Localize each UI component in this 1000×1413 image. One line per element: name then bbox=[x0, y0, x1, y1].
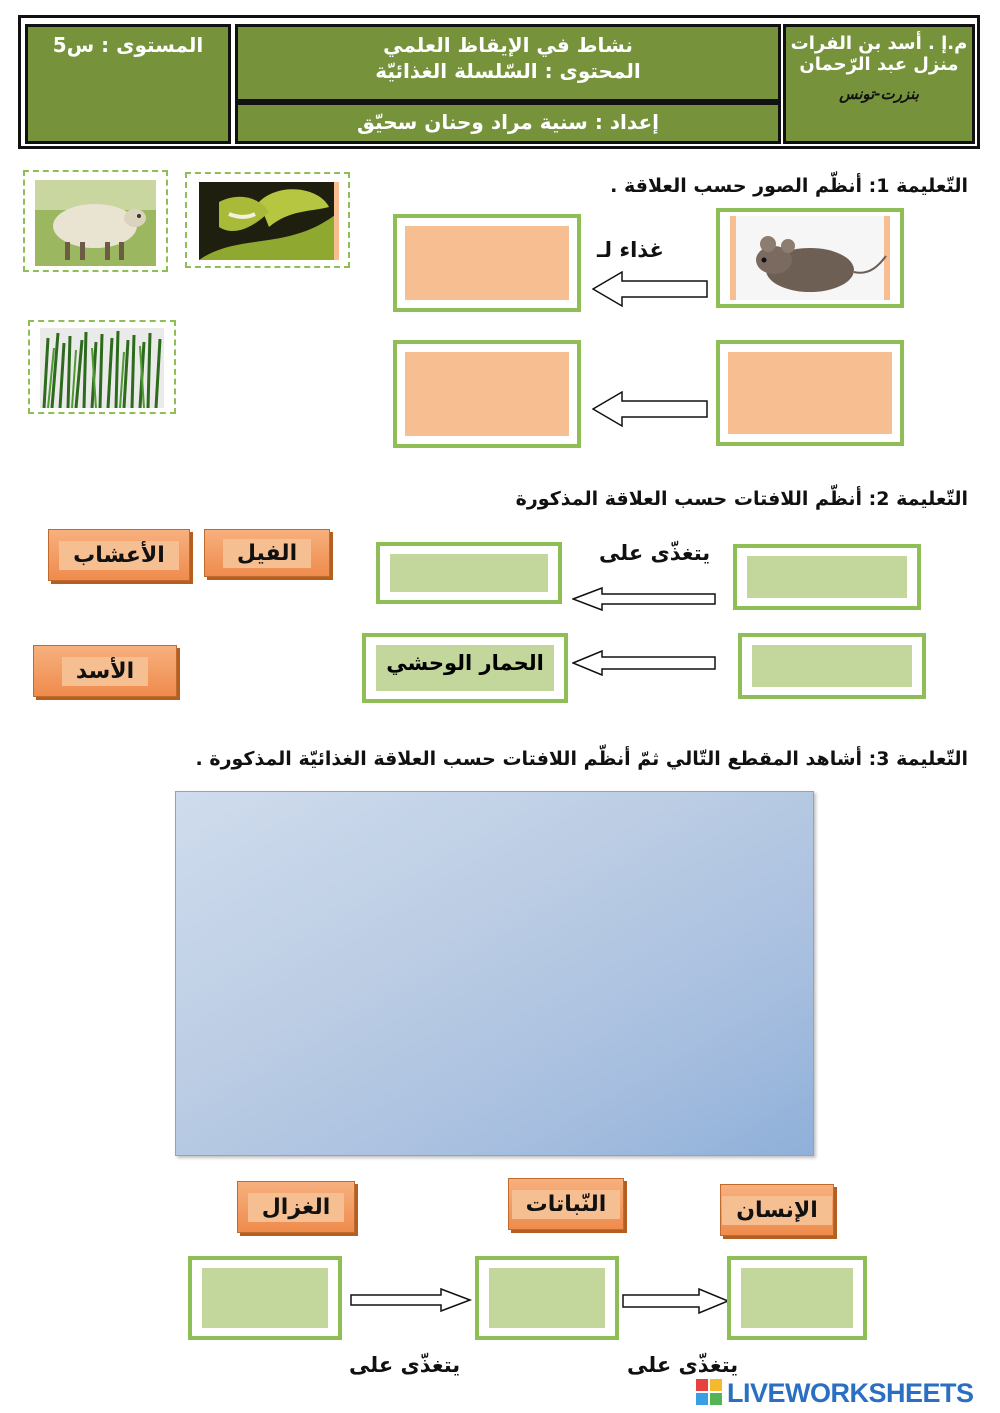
task1-mouse-box bbox=[716, 208, 904, 308]
school-line2: منزل عبد الرّحمان bbox=[799, 54, 959, 75]
task2-target-box-3[interactable] bbox=[738, 633, 926, 699]
snake-photo[interactable] bbox=[199, 182, 339, 260]
task2-zebra-box bbox=[362, 633, 568, 703]
task3-target-box-1[interactable] bbox=[188, 1256, 342, 1340]
task2-target-box-1-fill[interactable] bbox=[390, 554, 548, 592]
school-cell bbox=[783, 24, 975, 144]
task2-arrow-1 bbox=[572, 586, 718, 612]
liveworksheets-icon bbox=[696, 1379, 724, 1407]
task2-target-box-2[interactable] bbox=[733, 544, 921, 610]
school-line3: بنزرت-تونس bbox=[839, 85, 919, 103]
level-cell bbox=[25, 24, 231, 144]
task3-arrow-2 bbox=[621, 1287, 731, 1315]
task3-arrow-label-left: يتغذّى على bbox=[349, 1353, 461, 1377]
task2-target-box-3-fill[interactable] bbox=[752, 645, 912, 687]
zebra-label: الحمار الوحشي bbox=[386, 651, 544, 675]
tile-gazelle[interactable] bbox=[237, 1181, 355, 1233]
title-cell bbox=[235, 24, 781, 102]
task1-arrow-1 bbox=[592, 270, 710, 308]
tile-elephant[interactable] bbox=[204, 529, 330, 577]
sheep-image-slot[interactable] bbox=[23, 170, 168, 272]
task2-target-box-1[interactable] bbox=[376, 542, 562, 604]
task1-target-box-3-fill[interactable] bbox=[728, 352, 892, 434]
liveworksheets-logo bbox=[696, 1378, 996, 1408]
task3-target-box-2[interactable] bbox=[475, 1256, 619, 1340]
tile-human[interactable] bbox=[720, 1184, 834, 1236]
task1-target-box-1[interactable] bbox=[393, 214, 581, 312]
task3-arrow-label-right: يتغذّى على bbox=[627, 1353, 739, 1377]
authors-text: إعداد : سنية مراد وحنان سحيّق bbox=[357, 110, 659, 134]
liveworksheets-brand: LIVEWORKSHEETS bbox=[727, 1377, 974, 1408]
tile-human-text: الإنسان bbox=[722, 1196, 832, 1225]
tile-grass[interactable] bbox=[48, 529, 190, 581]
tile-lion[interactable] bbox=[33, 645, 177, 697]
task3-target-box-2-fill[interactable] bbox=[489, 1268, 605, 1328]
task1-target-box-2-fill[interactable] bbox=[405, 352, 569, 436]
tile-elephant-text: الفيل bbox=[223, 539, 311, 568]
task2-target-box-2-fill[interactable] bbox=[747, 556, 907, 598]
header-table bbox=[18, 15, 980, 149]
task3-instruction: التّعليمة 3: أشاهد المقطع التّالي ثمّ أنظّم اللافتات حسب العلاقة الغذائيّة المذكورة . bbox=[195, 748, 968, 770]
task1-arrow-2 bbox=[592, 390, 710, 428]
tile-plants-text: النّباتات bbox=[512, 1190, 621, 1219]
tile-grass-text: الأعشاب bbox=[59, 541, 179, 570]
title-line2: المحتوى : السّلسلة الغذائيّة bbox=[375, 59, 641, 83]
authors-cell bbox=[235, 102, 781, 144]
task3-arrow-1 bbox=[349, 1287, 473, 1313]
tile-plants[interactable] bbox=[508, 1178, 624, 1230]
task2-arrow-label: يتغذّى على bbox=[599, 541, 711, 565]
title-line1: نشاط في الإيقاظ العلمي bbox=[383, 33, 633, 57]
tile-lion-text: الأسد bbox=[62, 657, 148, 686]
school-line1: م.إ . أسد بن الفرات bbox=[790, 33, 968, 54]
task1-target-box-2[interactable] bbox=[393, 340, 581, 448]
task1-target-box-3[interactable] bbox=[716, 340, 904, 446]
task2-instruction: التّعليمة 2: أنظّم اللافتات حسب العلاقة المذكورة bbox=[515, 488, 968, 510]
mouse-photo bbox=[730, 216, 890, 300]
tile-gazelle-text: الغزال bbox=[248, 1193, 345, 1222]
task1-arrow-label: غذاء لـ bbox=[597, 238, 664, 262]
task1-instruction: التّعليمة 1: أنظّم الصور حسب العلاقة . bbox=[610, 175, 968, 197]
grass-image-slot[interactable] bbox=[28, 320, 176, 414]
task3-target-box-1-fill[interactable] bbox=[202, 1268, 328, 1328]
task3-target-box-3[interactable] bbox=[727, 1256, 867, 1340]
task1-target-box-1-fill[interactable] bbox=[405, 226, 569, 300]
snake-image-slot[interactable] bbox=[185, 172, 350, 268]
grass-photo[interactable] bbox=[40, 328, 164, 408]
sheep-photo[interactable] bbox=[35, 180, 156, 266]
task2-zebra-box-fill bbox=[376, 645, 554, 691]
task2-arrow-2 bbox=[572, 649, 718, 677]
task3-target-box-3-fill[interactable] bbox=[741, 1268, 853, 1328]
level-text: المستوى : س5 bbox=[52, 33, 204, 57]
video-player[interactable] bbox=[175, 791, 814, 1156]
